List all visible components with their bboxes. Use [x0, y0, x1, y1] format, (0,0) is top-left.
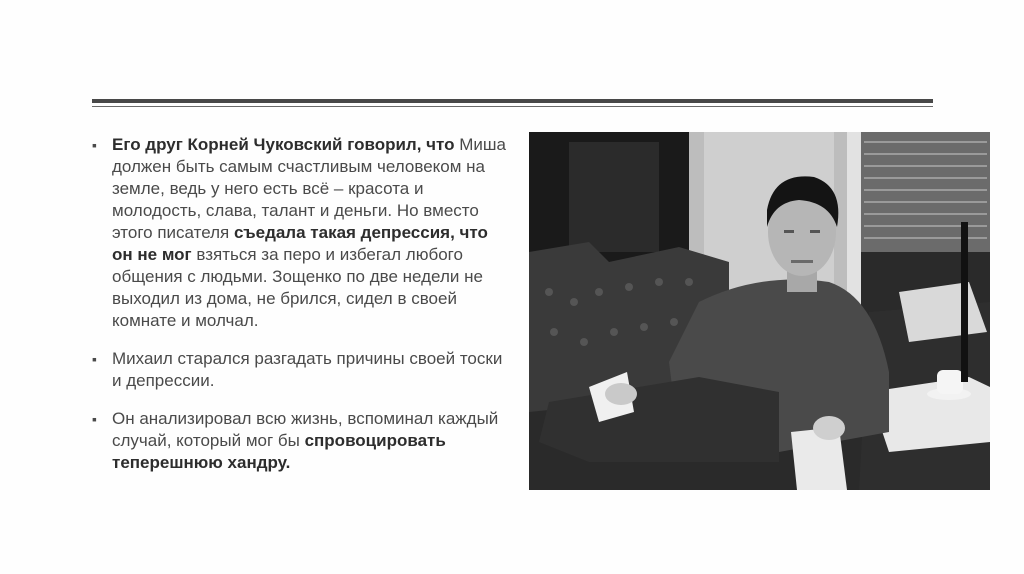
bullet-text: съедала такая депрессия, что он не мог: [112, 223, 488, 264]
bullet-text: Его друг Корней Чуковский говорил, что: [112, 135, 455, 154]
bullet-marker: ▪: [92, 351, 97, 367]
man-reclining-photo-icon: [529, 132, 990, 490]
bullet-item-3: [92, 408, 512, 474]
bullet-marker: ▪: [92, 411, 97, 427]
bullet-text: Михаил старался разгадать причины своей тоски и депрессии.: [112, 349, 503, 390]
bullet-text: Миша должен быть самым счастливым человеком на земле, ведь у него есть всё – красота и молодость, слава, талант и деньги. Но вместо этого писателя: [112, 135, 507, 242]
bullet-text: Он анализировал всю жизнь, вспоминал каждый случай, который мог бы: [112, 409, 499, 450]
bullet-list: [92, 134, 512, 490]
title-divider-thick: [92, 99, 933, 103]
bullet-item-1: [92, 134, 512, 332]
bullet-text: спровоцировать теперешнюю хандру.: [112, 431, 446, 472]
portrait-photo: [529, 132, 990, 490]
bullet-marker: ▪: [92, 137, 97, 153]
title-divider-thin: [92, 106, 933, 107]
bullet-item-2: [92, 348, 512, 392]
bullet-text: взяться за перо и избегал любого общения с людьми. Зощенко по две недели не выходил из дома, не брился, сидел в своей комнате и молчал.: [112, 245, 483, 330]
